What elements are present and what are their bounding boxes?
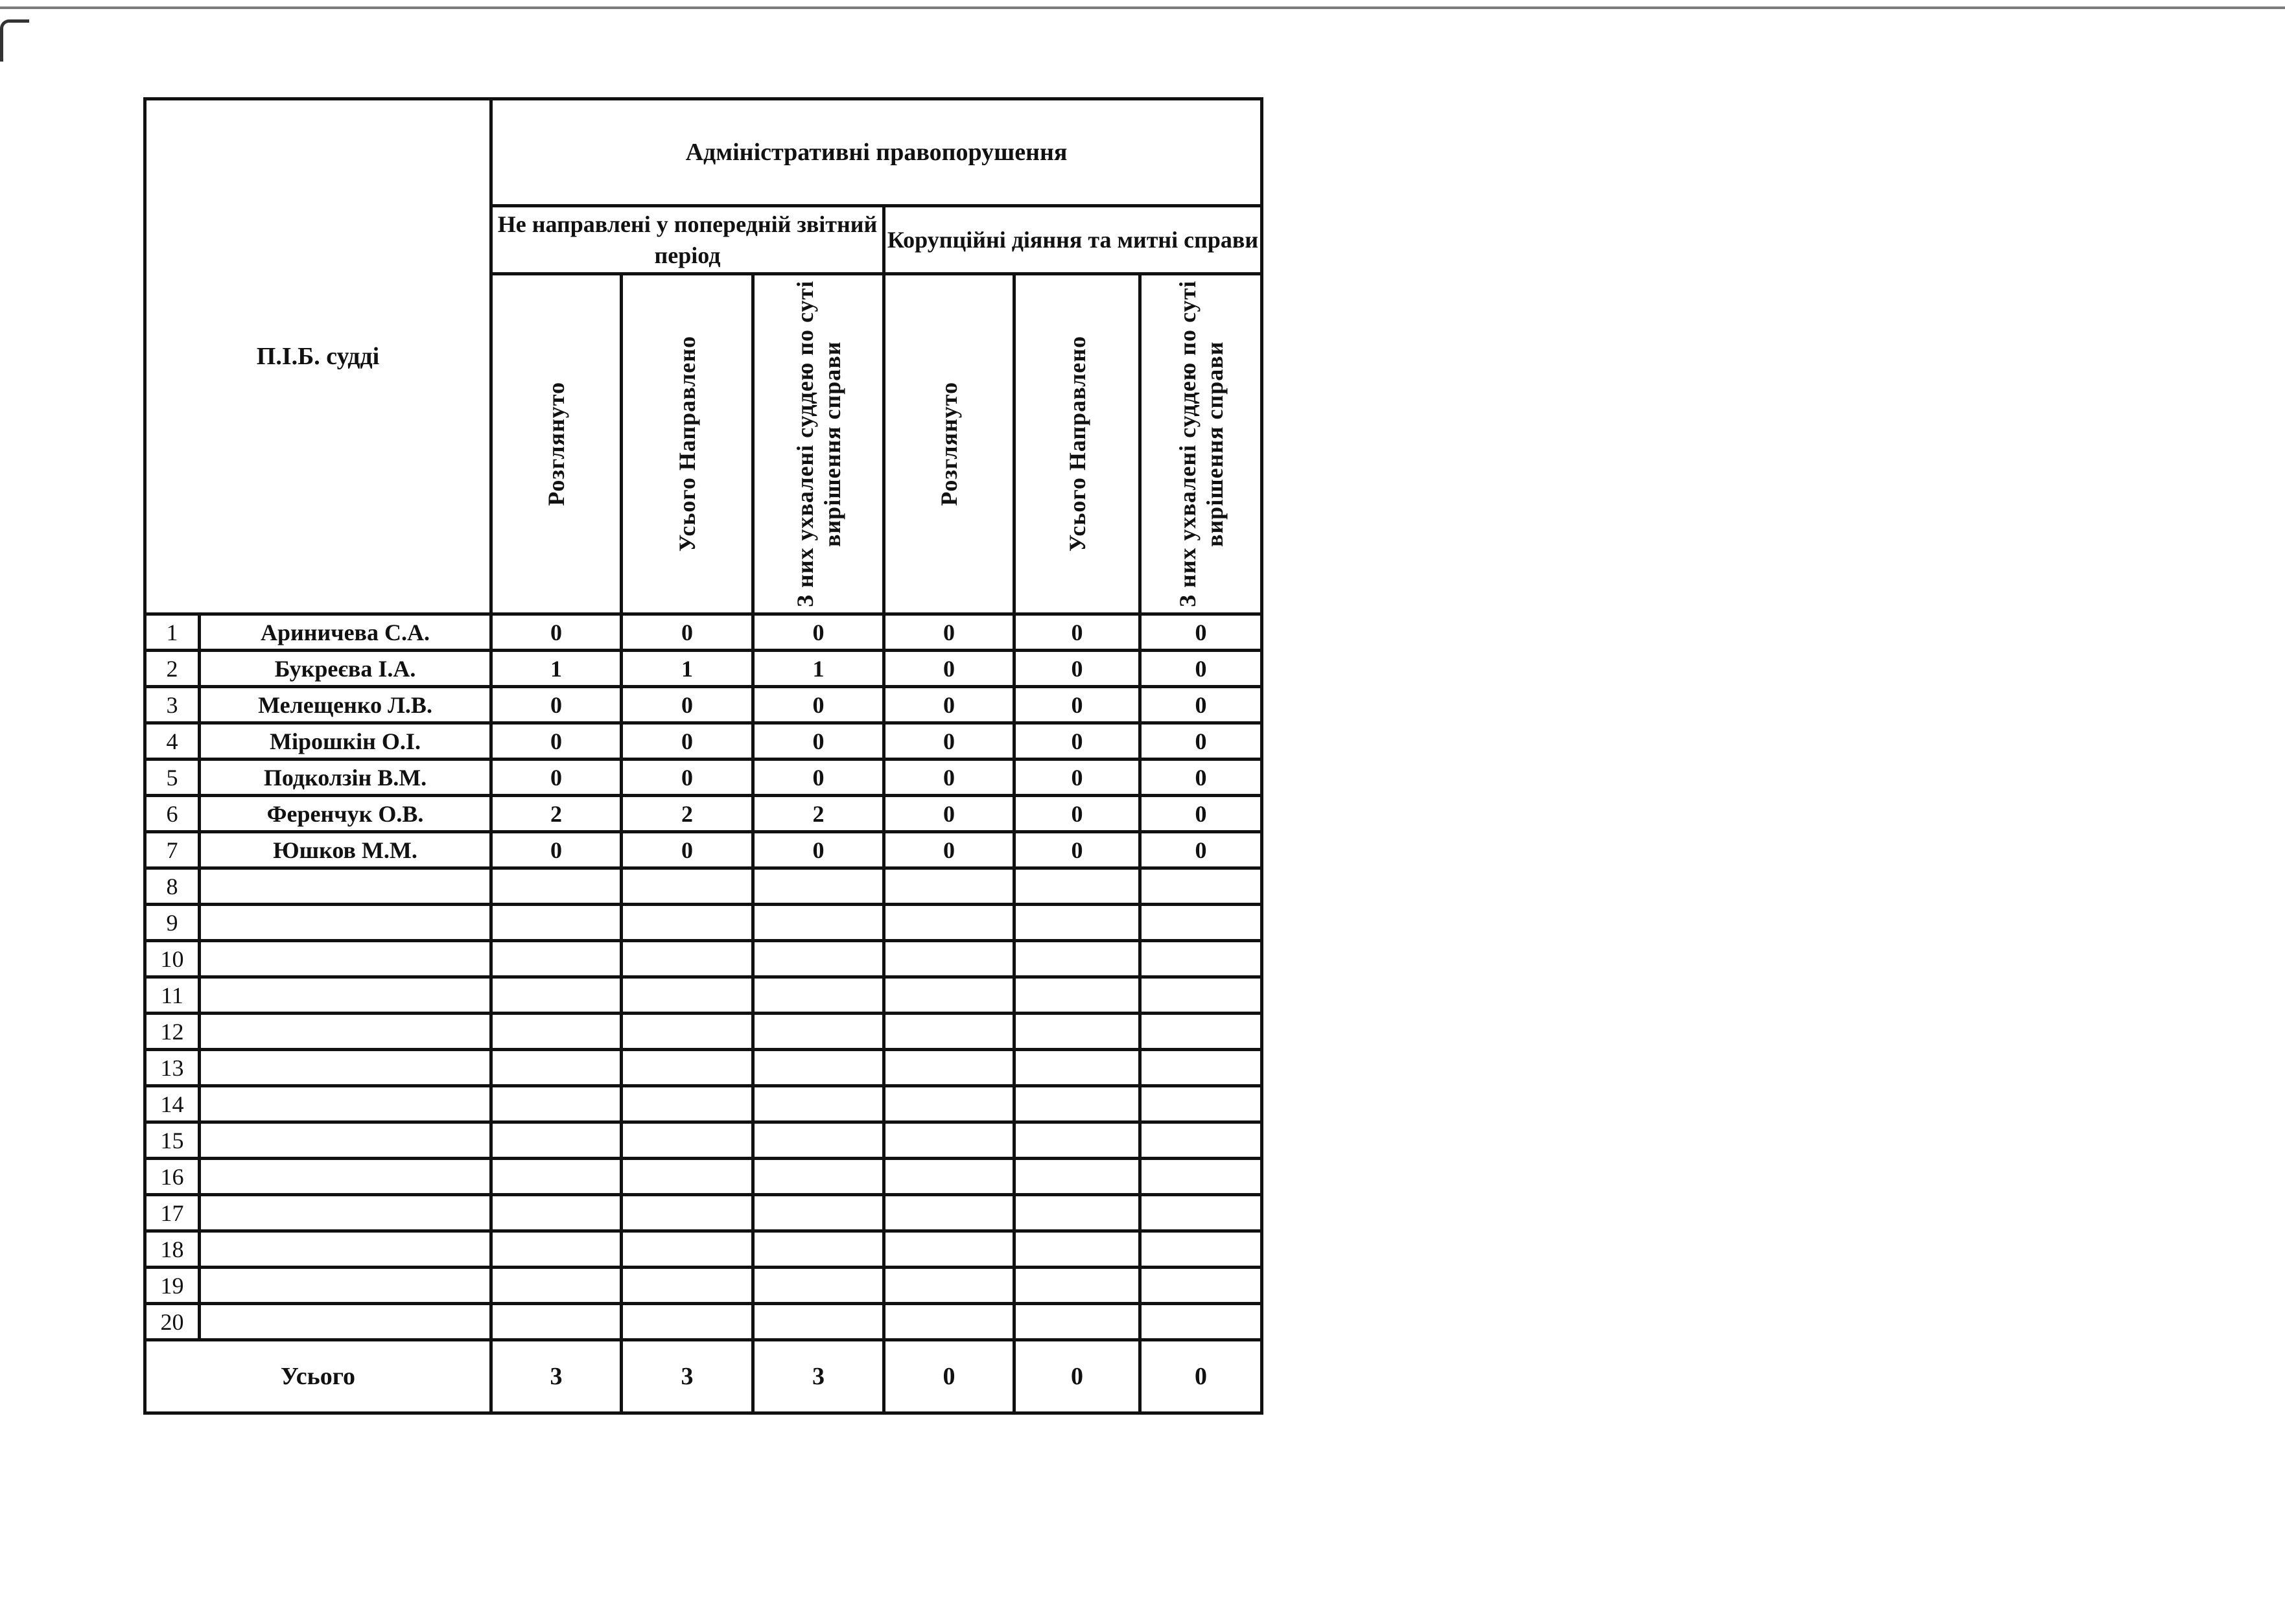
table-row [145,687,1262,723]
value-cell [491,1195,622,1231]
judge-name: Мірошкін О.І. [200,723,491,760]
value-cell [1014,941,1140,977]
page-corner-mark [0,19,29,62]
judge-name [200,1014,491,1050]
value-cell [753,1304,884,1340]
value-cell [1014,1304,1140,1340]
value-cell [491,1122,622,1159]
value-cell [1140,1304,1262,1340]
value-cell [1140,1195,1262,1231]
value-cell [884,977,1014,1014]
value-cell: 0 [491,760,622,796]
value-cell [1014,1086,1140,1122]
value-cell: 0 [622,832,753,868]
value-cell [1014,868,1140,905]
value-cell [1140,1014,1262,1050]
row-number: 20 [145,1304,200,1340]
value-cell [753,1050,884,1086]
value-cell [491,1086,622,1122]
row-number: 10 [145,941,200,977]
value-cell: 0 [1014,723,1140,760]
total-value: 3 [753,1340,884,1413]
table-title: Адміністративні правопорушення [491,99,1262,206]
value-cell: 2 [622,796,753,832]
value-cell [1140,1268,1262,1304]
value-cell [622,977,753,1014]
value-cell [1014,905,1140,941]
value-cell: 0 [753,687,884,723]
subcolumn-header-label: Розглянуто [543,382,569,506]
judge-name [200,1231,491,1268]
row-number: 9 [145,905,200,941]
value-cell [884,868,1014,905]
value-cell [1140,1086,1262,1122]
value-cell [884,1050,1014,1086]
value-cell [753,1159,884,1195]
row-number: 17 [145,1195,200,1231]
judge-name [200,1195,491,1231]
value-cell [884,941,1014,977]
value-cell: 0 [884,614,1014,651]
row-number: 4 [145,723,200,760]
row-number: 16 [145,1159,200,1195]
value-cell: 0 [491,614,622,651]
value-cell [1014,1195,1140,1231]
judge-name-header: П.І.Б. судді [145,99,491,614]
judge-name [200,1304,491,1340]
total-value: 0 [1140,1340,1262,1413]
scan-edge-line [0,6,2285,9]
value-cell [753,1195,884,1231]
value-cell: 0 [491,832,622,868]
judge-name [200,1050,491,1086]
total-label: Усього [145,1340,491,1413]
row-number: 18 [145,1231,200,1268]
table-row [145,1159,1262,1195]
table-row [145,868,1262,905]
row-number: 12 [145,1014,200,1050]
judge-name [200,1122,491,1159]
table-row [145,941,1262,977]
value-cell [622,1050,753,1086]
value-cell [1014,1159,1140,1195]
table-row [145,977,1262,1014]
value-cell: 0 [1140,723,1262,760]
value-cell [753,868,884,905]
subcolumn-header-label: З них ухвалені суддею по суті вирішення справи [1174,280,1228,608]
judges-statistics-table [143,97,1263,1415]
value-cell [1014,1268,1140,1304]
value-cell [1140,977,1262,1014]
value-cell [1014,1014,1140,1050]
value-cell: 0 [884,760,1014,796]
table-row [145,905,1262,941]
table-row [145,1231,1262,1268]
value-cell: 0 [1014,796,1140,832]
value-cell [884,1086,1014,1122]
total-value: 0 [1014,1340,1140,1413]
value-cell: 0 [622,614,753,651]
value-cell: 0 [1014,651,1140,687]
value-cell [1140,1122,1262,1159]
value-cell [491,1304,622,1340]
total-row [145,1340,1262,1413]
value-cell [491,1268,622,1304]
group-header-corruption: Корупційні діяння та митні справи [884,206,1262,274]
row-number: 11 [145,977,200,1014]
value-cell [622,1195,753,1231]
value-cell: 0 [1140,832,1262,868]
value-cell [622,941,753,977]
value-cell: 0 [753,760,884,796]
value-cell [884,1268,1014,1304]
value-cell [491,1159,622,1195]
value-cell: 0 [753,614,884,651]
judge-name [200,977,491,1014]
value-cell [622,1086,753,1122]
value-cell: 0 [1140,796,1262,832]
table-row [145,1122,1262,1159]
value-cell [753,1086,884,1122]
value-cell [491,977,622,1014]
value-cell [1140,1231,1262,1268]
value-cell: 0 [491,723,622,760]
row-number: 6 [145,796,200,832]
table-row [145,832,1262,868]
value-cell: 0 [1140,614,1262,651]
subcolumn-header [491,274,622,614]
table-row [145,1014,1262,1050]
judge-name [200,905,491,941]
value-cell [622,1014,753,1050]
value-cell: 0 [884,723,1014,760]
value-cell [884,1195,1014,1231]
judge-name: Ференчук О.В. [200,796,491,832]
row-number: 3 [145,687,200,723]
value-cell [622,1304,753,1340]
total-value: 3 [622,1340,753,1413]
value-cell [1014,1050,1140,1086]
value-cell: 0 [884,832,1014,868]
table-row [145,614,1262,651]
value-cell: 0 [884,796,1014,832]
value-cell [1140,905,1262,941]
value-cell [622,1159,753,1195]
value-cell: 0 [1014,760,1140,796]
subcolumn-header-label: Розглянуто [936,382,962,506]
row-number: 13 [145,1050,200,1086]
row-number: 1 [145,614,200,651]
subcolumn-header [753,274,884,614]
value-cell: 0 [1140,651,1262,687]
value-cell: 0 [753,723,884,760]
value-cell [622,905,753,941]
value-cell: 0 [491,687,622,723]
value-cell: 0 [1014,687,1140,723]
value-cell [1140,1159,1262,1195]
value-cell: 0 [622,760,753,796]
value-cell [1014,1231,1140,1268]
judge-name: Юшков М.М. [200,832,491,868]
value-cell [753,977,884,1014]
value-cell: 0 [622,687,753,723]
value-cell [1014,1122,1140,1159]
table-row [145,1304,1262,1340]
subcolumn-header [884,274,1014,614]
value-cell: 0 [622,723,753,760]
row-number: 15 [145,1122,200,1159]
row-number: 19 [145,1268,200,1304]
value-cell [884,1159,1014,1195]
value-cell [491,1050,622,1086]
value-cell [884,1231,1014,1268]
judge-name: Мелещенко Л.В. [200,687,491,723]
value-cell [1140,1050,1262,1086]
table-row [145,1268,1262,1304]
value-cell: 0 [1140,760,1262,796]
value-cell [753,941,884,977]
value-cell: 0 [884,651,1014,687]
table-row [145,651,1262,687]
value-cell [1140,868,1262,905]
table-row [145,760,1262,796]
subcolumn-header [622,274,753,614]
value-cell [491,1231,622,1268]
judge-name: Букреєва І.А. [200,651,491,687]
value-cell [753,905,884,941]
value-cell [491,905,622,941]
value-cell [491,1014,622,1050]
judge-name: Подколзін В.М. [200,760,491,796]
value-cell [753,1122,884,1159]
value-cell [753,1231,884,1268]
table-row [145,796,1262,832]
value-cell [884,905,1014,941]
value-cell [622,1231,753,1268]
value-cell [622,868,753,905]
group-header-not-sent: Не направлені у попередній звітний період [491,206,884,274]
judge-name [200,1159,491,1195]
judge-name [200,941,491,977]
table-row [145,1050,1262,1086]
judge-name [200,1086,491,1122]
table-row [145,1195,1262,1231]
value-cell: 2 [753,796,884,832]
subcolumn-header [1014,274,1140,614]
value-cell: 0 [753,832,884,868]
value-cell [753,1268,884,1304]
row-number: 14 [145,1086,200,1122]
judge-name [200,868,491,905]
value-cell: 1 [753,651,884,687]
value-cell: 2 [491,796,622,832]
subcolumn-header-label: З них ухвалені суддею по суті вирішення справи [791,280,845,608]
table-row [145,723,1262,760]
value-cell [1140,941,1262,977]
value-cell [884,1122,1014,1159]
value-cell: 0 [1014,614,1140,651]
value-cell: 1 [491,651,622,687]
row-number: 2 [145,651,200,687]
value-cell [622,1268,753,1304]
total-value: 3 [491,1340,622,1413]
value-cell: 1 [622,651,753,687]
value-cell [884,1014,1014,1050]
value-cell [1014,977,1140,1014]
value-cell [491,868,622,905]
value-cell: 0 [884,687,1014,723]
subcolumn-header [1140,274,1262,614]
value-cell [622,1122,753,1159]
subcolumn-header-label: Усього Направлено [1064,336,1090,552]
total-value: 0 [884,1340,1014,1413]
row-number: 7 [145,832,200,868]
value-cell: 0 [1014,832,1140,868]
value-cell: 0 [1140,687,1262,723]
value-cell [491,941,622,977]
value-cell [884,1304,1014,1340]
judge-name: Ариничева С.А. [200,614,491,651]
table-row [145,1086,1262,1122]
subcolumn-header-label: Усього Направлено [674,336,700,552]
value-cell [753,1014,884,1050]
row-number: 8 [145,868,200,905]
row-number: 5 [145,760,200,796]
judge-name [200,1268,491,1304]
